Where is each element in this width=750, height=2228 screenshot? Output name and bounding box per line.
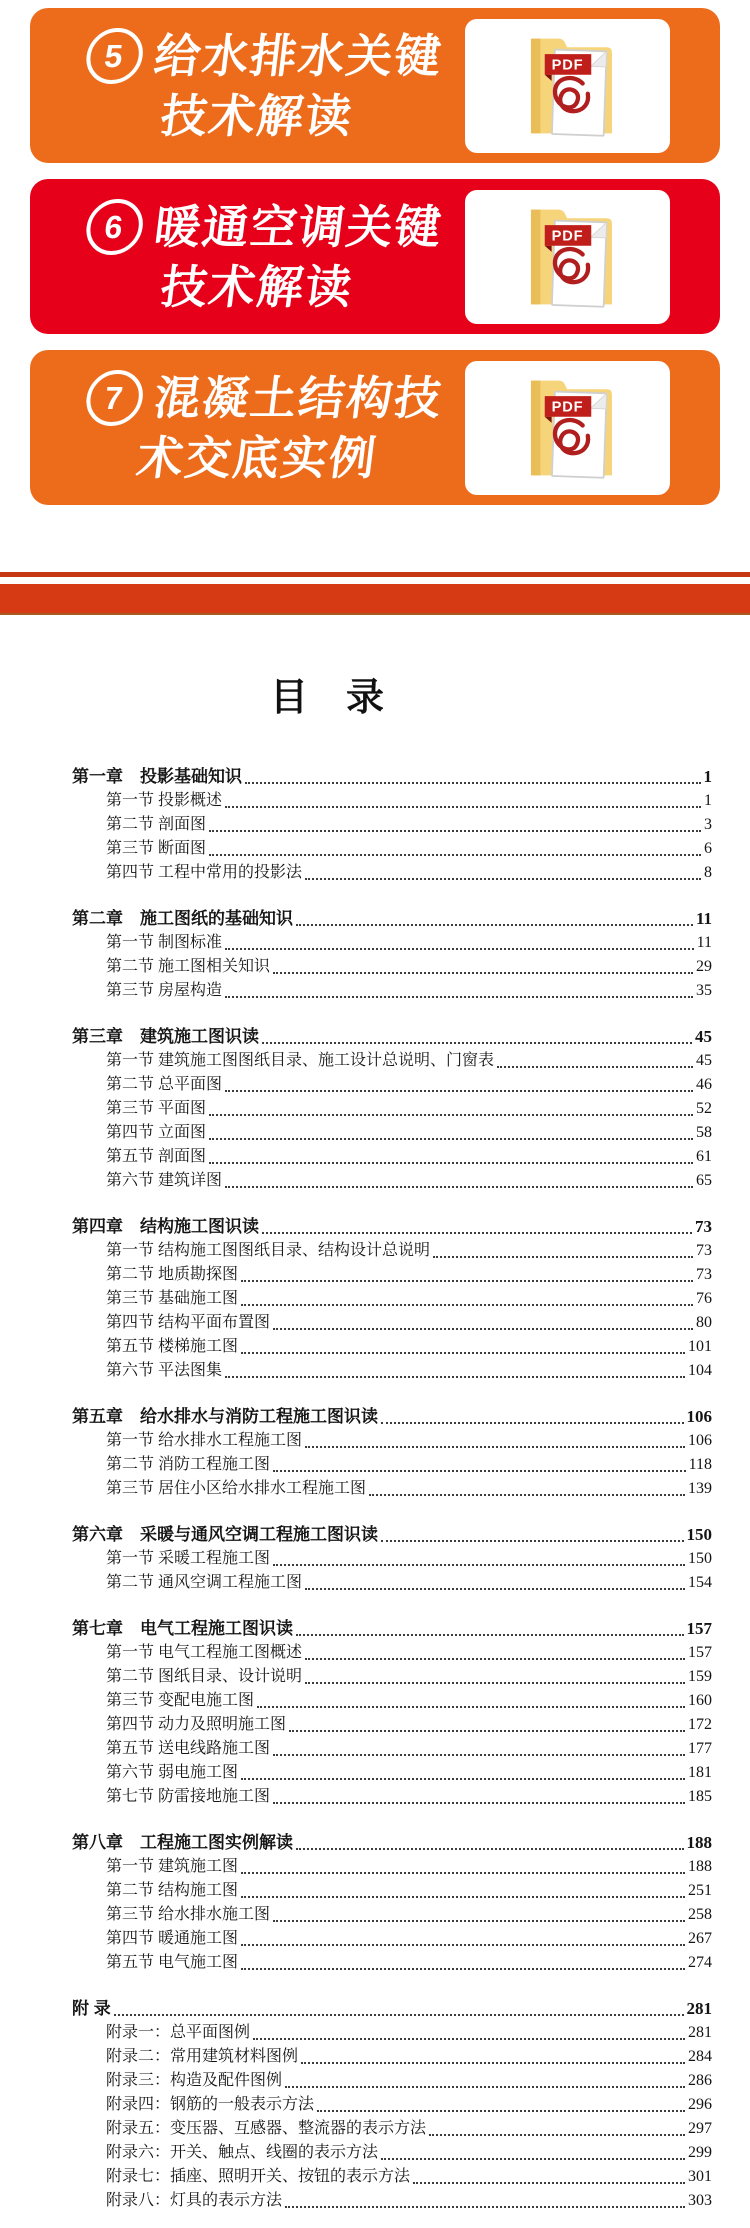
toc-leader-dots (273, 1920, 685, 1922)
toc-leader-dots (114, 2014, 684, 2016)
toc-entry-title: 第四节 工程中常用的投影法 (106, 864, 303, 881)
toc-leader-dots (273, 1802, 685, 1804)
toc-entry-title: 附录八：灯具的表示方法 (106, 2192, 283, 2209)
toc-chapter-row (72, 1617, 712, 1641)
pdf-banner-6[interactable] (30, 179, 720, 334)
toc-leader-dots (381, 2158, 685, 2160)
toc-chapter-row (72, 765, 712, 789)
toc-entry-title: 附录三：构造及配件图例 (106, 2072, 283, 2089)
toc-page-number: 106 (686, 1407, 712, 1426)
toc-section-row (72, 931, 712, 955)
banner-line2: 技术解读 (158, 89, 357, 142)
banner-line1 (83, 197, 446, 257)
toc-entry-title: 第三节 基础施工图 (106, 1290, 239, 1307)
toc-section-row (72, 1855, 712, 1879)
toc-entry-title: 附录一：总平面图例 (106, 2024, 251, 2041)
toc-leader-dots (209, 1138, 693, 1140)
svg-text:PDF: PDF (551, 57, 583, 74)
toc-page-number: 177 (688, 1740, 712, 1757)
banner-title (46, 8, 475, 163)
toc-entry-title: 附录四：钢筋的一般表示方法 (106, 2096, 315, 2113)
toc-entry-title: 第三节 断面图 (106, 840, 207, 857)
toc-leader-dots (241, 1872, 685, 1874)
toc-page-number: 45 (696, 1052, 712, 1069)
toc-entry-title: 第二节 通风空调工程施工图 (106, 1574, 303, 1591)
toc-leader-dots (245, 782, 701, 784)
toc-page-number: 286 (688, 2072, 712, 2089)
toc-section-row (72, 1049, 712, 1073)
pdf-folder-icon (512, 196, 624, 318)
toc-group (72, 1405, 712, 1501)
toc-page-number: 46 (696, 1076, 712, 1093)
toc-leader-dots (305, 878, 701, 880)
toc-section-row (72, 1951, 712, 1975)
toc-page-number: 6 (704, 840, 712, 857)
toc-leader-dots (305, 1446, 685, 1448)
toc-section-row (72, 1073, 712, 1097)
toc-page-number: 159 (688, 1668, 712, 1685)
toc-leader-dots (225, 806, 701, 808)
toc-entry-title: 第二节 总平面图 (106, 1076, 223, 1093)
toc-page-number: 188 (688, 1858, 712, 1875)
toc-section-row (72, 789, 712, 813)
toc-page-number: 65 (696, 1172, 712, 1189)
circled-number-5: 5 (83, 28, 146, 84)
toc-page-number: 52 (696, 1100, 712, 1117)
toc-section-row (72, 861, 712, 885)
toc-page-number: 181 (688, 1764, 712, 1781)
toc-page-number: 80 (696, 1314, 712, 1331)
toc-entry-title: 第二节 结构施工图 (106, 1882, 239, 1899)
toc-section-row (72, 2117, 712, 2141)
toc-section-row (72, 2165, 712, 2189)
svg-text:PDF: PDF (551, 228, 583, 245)
toc-entry-title: 第四节 立面图 (106, 1124, 207, 1141)
toc-section-row (72, 1665, 712, 1689)
toc-entry-title: 第二节 施工图相关知识 (106, 958, 271, 975)
toc-page-number: 267 (688, 1930, 712, 1947)
toc-page-number: 281 (686, 1999, 712, 2018)
toc-page-number: 106 (688, 1432, 712, 1449)
toc-leader-dots (381, 1422, 684, 1424)
circled-number-6: 6 (83, 199, 146, 255)
toc-page-number: 301 (688, 2168, 712, 2185)
toc-section-row (72, 1785, 712, 1809)
toc-page-number: 118 (688, 1456, 712, 1473)
pdf-file-box (465, 19, 670, 153)
circled-number-7: 7 (83, 370, 146, 426)
toc-leader-dots (285, 2086, 685, 2088)
toc-entry-title: 第一节 电气工程施工图概述 (106, 1644, 303, 1661)
toc-page-number: 303 (688, 2192, 712, 2209)
toc-leader-dots (241, 1778, 685, 1780)
toc-entry-title: 第七节 防雷接地施工图 (106, 1788, 271, 1805)
toc-section-row (72, 1547, 712, 1571)
divider-thick-band (0, 584, 750, 615)
toc-entry-title: 第八章 工程施工图实例解读 (72, 1833, 293, 1852)
toc-entry-title: 第一节 制图标准 (106, 934, 223, 951)
toc-page-number: 29 (696, 958, 712, 975)
toc-section-row (72, 2141, 712, 2165)
toc-page-number: 172 (688, 1716, 712, 1733)
toc-section-row (72, 1689, 712, 1713)
toc-section-row (72, 2021, 712, 2045)
toc-leader-dots (296, 1848, 684, 1850)
toc-leader-dots (497, 1066, 693, 1068)
banner-title-text: 给水排水关键 (151, 29, 446, 82)
toc-entry-title: 附 录 (72, 1999, 111, 2018)
toc-section-row (72, 1713, 712, 1737)
toc-leader-dots (209, 1114, 693, 1116)
toc-page-number: 274 (688, 1954, 712, 1971)
toc-section-row (72, 1879, 712, 1903)
toc-section-row (72, 1145, 712, 1169)
toc-section-row (72, 2189, 712, 2213)
toc-page-number: 1 (703, 767, 712, 786)
toc-group (72, 1025, 712, 1193)
toc-entry-title: 第一节 建筑施工图图纸目录、施工设计总说明、门窗表 (106, 1052, 495, 1069)
toc-entry-title: 附录七：插座、照明开关、按钮的表示方法 (106, 2168, 411, 2185)
toc-leader-dots (241, 1280, 693, 1282)
toc-section-row (72, 1429, 712, 1453)
toc-chapter-row (72, 907, 712, 931)
toc-entry-title: 第五章 给水排水与消防工程施工图识读 (72, 1407, 378, 1426)
toc-group (72, 1997, 712, 2213)
toc-leader-dots (305, 1588, 685, 1590)
toc-page-number: 296 (688, 2096, 712, 2113)
toc-section-row (72, 2069, 712, 2093)
toc-page-number: 58 (696, 1124, 712, 1141)
toc-list (72, 765, 712, 2213)
toc-leader-dots (273, 1470, 686, 1472)
toc-entry-title: 第一节 建筑施工图 (106, 1858, 239, 1875)
toc-page-number: 104 (688, 1362, 712, 1379)
toc-leader-dots (273, 1328, 693, 1330)
toc-entry-title: 第二章 施工图纸的基础知识 (72, 909, 293, 928)
toc-section-row (72, 1903, 712, 1927)
toc-leader-dots (241, 1352, 685, 1354)
toc-section-row (72, 2045, 712, 2069)
toc-entry-title: 第二节 消防工程施工图 (106, 1456, 271, 1473)
toc-section-row (72, 837, 712, 861)
toc-section-row (72, 1359, 712, 1383)
toc-leader-dots (273, 1564, 685, 1566)
toc-entry-title: 附录二：常用建筑材料图例 (106, 2048, 299, 2065)
toc-section-row (72, 1239, 712, 1263)
toc-page-number: 281 (688, 2024, 712, 2041)
toc-entry-title: 第三节 给水排水施工图 (106, 1906, 271, 1923)
toc-chapter-row (72, 1405, 712, 1429)
divider-gap (0, 577, 750, 584)
toc-group (72, 1831, 712, 1975)
toc-entry-title: 第三节 居住小区给水排水工程施工图 (106, 1480, 367, 1497)
svg-text:PDF: PDF (551, 399, 583, 416)
pdf-banner-5[interactable] (30, 8, 720, 163)
toc-chapter-row (72, 1215, 712, 1239)
toc-page-number: 73 (696, 1266, 712, 1283)
toc-leader-dots (413, 2182, 685, 2184)
toc-section-row (72, 1335, 712, 1359)
toc-leader-dots (225, 948, 694, 950)
toc-page-number: 284 (688, 2048, 712, 2065)
toc-page-number: 157 (686, 1619, 712, 1638)
toc-group (72, 907, 712, 1003)
toc-leader-dots (225, 1186, 693, 1188)
toc-entry-title: 第四章 结构施工图识读 (72, 1217, 259, 1236)
toc-chapter-row (72, 1831, 712, 1855)
toc-entry-title: 第二节 地质勘探图 (106, 1266, 239, 1283)
toc-chapter-row (72, 1523, 712, 1547)
toc-group (72, 1523, 712, 1595)
banner-title (46, 179, 475, 334)
toc-leader-dots (209, 854, 701, 856)
toc-leader-dots (209, 830, 701, 832)
toc-section-row (72, 955, 712, 979)
banner-line2: 术交底实例 (134, 431, 381, 484)
toc-chapter-row (72, 1025, 712, 1049)
toc-entry-title: 第四节 动力及照明施工图 (106, 1716, 287, 1733)
toc-leader-dots (429, 2134, 685, 2136)
toc-leader-dots (317, 2110, 685, 2112)
toc-section-row (72, 1097, 712, 1121)
toc-page-number: 11 (695, 909, 712, 928)
red-divider (0, 572, 750, 615)
toc-leader-dots (241, 1304, 693, 1306)
toc-page-number: 73 (696, 1242, 712, 1259)
toc-section-row (72, 1761, 712, 1785)
toc-section-row (72, 1287, 712, 1311)
toc-leader-dots (273, 1754, 685, 1756)
toc-section-row (72, 1121, 712, 1145)
toc-page-number: 185 (688, 1788, 712, 1805)
toc-entry-title: 第四节 暖通施工图 (106, 1930, 239, 1947)
toc-leader-dots (433, 1256, 693, 1258)
toc-entry-title: 附录六：开关、触点、线圈的表示方法 (106, 2144, 379, 2161)
toc-entry-title: 第六节 弱电施工图 (106, 1764, 239, 1781)
toc-leader-dots (296, 1634, 684, 1636)
toc-chapter-row (72, 1997, 712, 2021)
pdf-file-box (465, 361, 670, 495)
pdf-banner-7[interactable] (30, 350, 720, 505)
toc-entry-title: 第六节 平法图集 (106, 1362, 223, 1379)
toc-page-number: 73 (695, 1217, 712, 1236)
toc-section-row (72, 1641, 712, 1665)
toc-page-number: 101 (688, 1338, 712, 1355)
toc-section-row (72, 1927, 712, 1951)
toc-entry-title: 第五节 楼梯施工图 (106, 1338, 239, 1355)
toc-group (72, 765, 712, 885)
toc-page-number: 3 (704, 816, 712, 833)
toc-section-row (72, 1453, 712, 1477)
toc-entry-title: 第一节 结构施工图图纸目录、结构设计总说明 (106, 1242, 431, 1259)
toc-page-number: 160 (688, 1692, 712, 1709)
toc-entry-title: 第六节 建筑详图 (106, 1172, 223, 1189)
toc-entry-title: 第六章 采暖与通风空调工程施工图识读 (72, 1525, 378, 1544)
toc-section-row (72, 813, 712, 837)
toc-page-number: 11 (696, 934, 712, 951)
toc-entry-title: 第五节 剖面图 (106, 1148, 207, 1165)
toc-page-number: 150 (688, 1550, 712, 1567)
toc-leader-dots (296, 924, 693, 926)
toc-section-row (72, 1477, 712, 1501)
toc-leader-dots (305, 1682, 685, 1684)
toc-page-number: 61 (696, 1148, 712, 1165)
toc-leader-dots (285, 2206, 685, 2208)
toc-leader-dots (225, 996, 693, 998)
toc-page-number: 35 (696, 982, 712, 999)
banner-line1 (83, 26, 446, 86)
toc-page-number: 188 (686, 1833, 712, 1852)
toc-page-number: 251 (688, 1882, 712, 1899)
toc-page-number: 150 (686, 1525, 712, 1544)
toc-leader-dots (369, 1494, 685, 1496)
toc-leader-dots (241, 1944, 685, 1946)
toc-entry-title: 第一节 给水排水工程施工图 (106, 1432, 303, 1449)
toc-entry-title: 第三节 变配电施工图 (106, 1692, 255, 1709)
toc-entry-title: 第三节 房屋构造 (106, 982, 223, 999)
toc-page-number: 297 (688, 2120, 712, 2137)
toc-leader-dots (209, 1162, 693, 1164)
toc-page-number: 139 (688, 1480, 712, 1497)
toc-page-number: 258 (688, 1906, 712, 1923)
toc-leader-dots (241, 1968, 685, 1970)
toc-leader-dots (305, 1658, 685, 1660)
toc-page-number: 299 (688, 2144, 712, 2161)
toc-entry-title: 附录五：变压器、互感器、整流器的表示方法 (106, 2120, 427, 2137)
toc-section-row (72, 1737, 712, 1761)
toc-title: 目 录 (269, 677, 384, 719)
toc-page-number: 76 (696, 1290, 712, 1307)
toc-entry-title: 第四节 结构平面布置图 (106, 1314, 271, 1331)
toc-leader-dots (225, 1376, 685, 1378)
pdf-folder-icon (512, 367, 624, 489)
banner-title-text: 混凝土结构技 (151, 371, 446, 424)
toc-section-row (72, 979, 712, 1003)
toc-page-number: 154 (688, 1574, 712, 1591)
toc-entry-title: 第二节 图纸目录、设计说明 (106, 1668, 303, 1685)
toc-page-number: 8 (704, 864, 712, 881)
toc-section-row (72, 1263, 712, 1287)
toc-group (72, 1215, 712, 1383)
toc-section-row (72, 1169, 712, 1193)
pdf-folder-icon (512, 25, 624, 147)
toc-entry-title: 第五节 电气施工图 (106, 1954, 239, 1971)
toc-leader-dots (381, 1540, 684, 1542)
toc-group (72, 1617, 712, 1809)
toc-entry-title: 第一节 采暖工程施工图 (106, 1550, 271, 1567)
banner-line2: 技术解读 (158, 260, 357, 313)
toc-entry-title: 第一章 投影基础知识 (72, 767, 242, 786)
toc-leader-dots (273, 972, 693, 974)
toc-page-number: 1 (704, 792, 712, 809)
toc-page-number: 157 (688, 1644, 712, 1661)
banner-title (46, 350, 475, 505)
toc-leader-dots (253, 2038, 685, 2040)
toc-leader-dots (257, 1706, 685, 1708)
toc-leader-dots (262, 1232, 692, 1234)
banner-line1 (83, 368, 446, 428)
toc-entry-title: 第五节 送电线路施工图 (106, 1740, 271, 1757)
banner-title-text: 暖通空调关键 (151, 200, 446, 253)
toc-leader-dots (241, 1896, 685, 1898)
toc-leader-dots (225, 1090, 693, 1092)
toc-leader-dots (289, 1730, 685, 1732)
toc-section-row (72, 2093, 712, 2117)
pdf-file-box (465, 190, 670, 324)
toc-section-row (72, 1311, 712, 1335)
toc-section-row (72, 1571, 712, 1595)
toc-leader-dots (262, 1042, 692, 1044)
toc-entry-title: 第一节 投影概述 (106, 792, 223, 809)
toc-entry-title: 第七章 电气工程施工图识读 (72, 1619, 293, 1638)
toc-entry-title: 第三节 平面图 (106, 1100, 207, 1117)
toc-entry-title: 第二节 剖面图 (106, 816, 207, 833)
toc-leader-dots (301, 2062, 685, 2064)
toc-entry-title: 第三章 建筑施工图识读 (72, 1027, 259, 1046)
toc-page-number: 45 (695, 1027, 712, 1046)
